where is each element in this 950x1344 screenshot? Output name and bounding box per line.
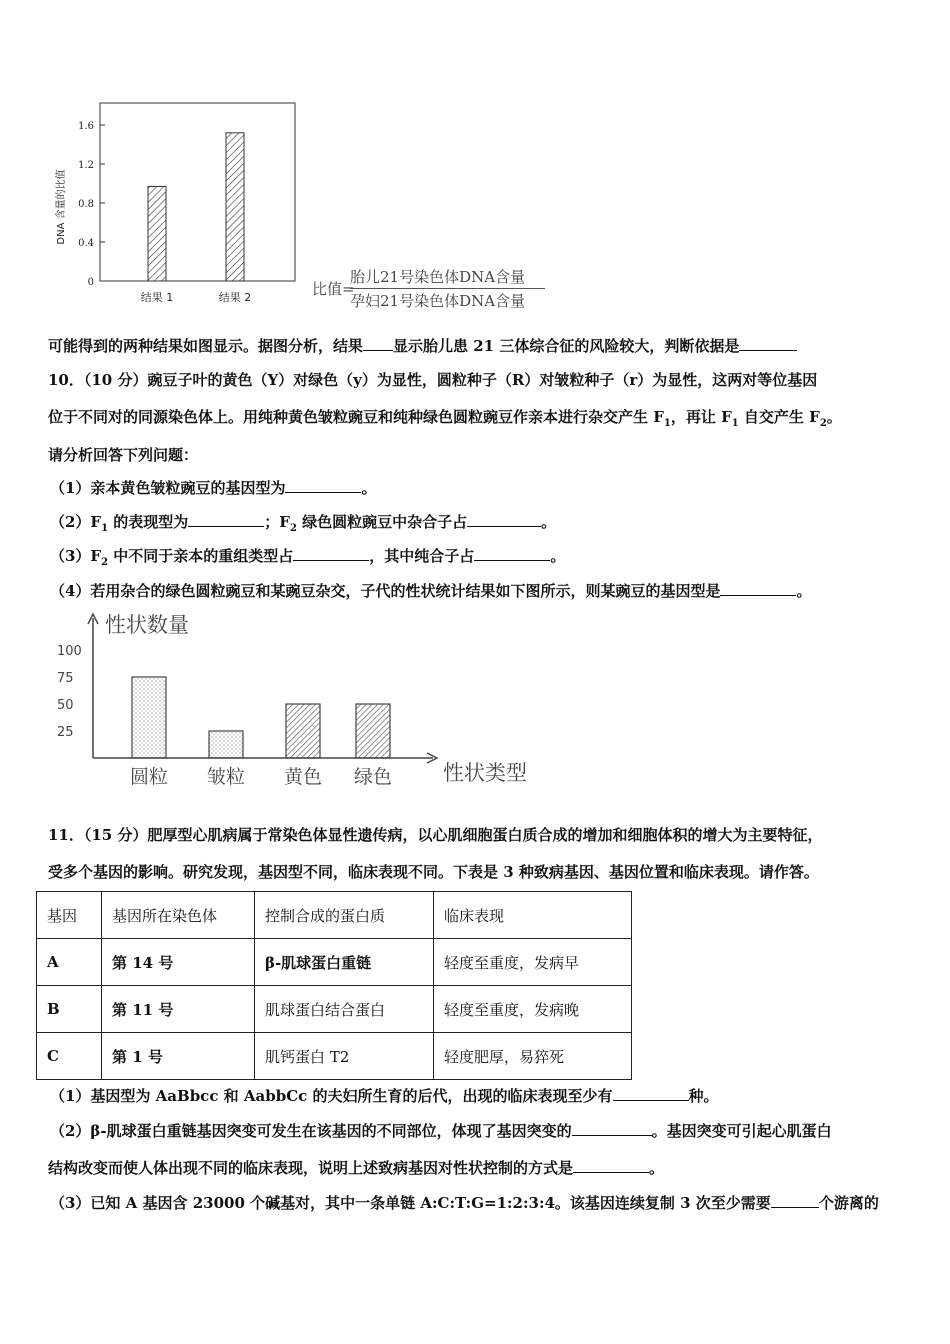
q10-line-2-text-b: ，再让 F bbox=[670, 408, 732, 426]
table-header-cell: 基因 bbox=[37, 892, 102, 939]
answer-blank[interactable] bbox=[739, 336, 797, 351]
chart1-frame bbox=[100, 103, 295, 281]
q10-line-2-text-c: 自交产生 F bbox=[738, 408, 820, 426]
chart2-bar bbox=[209, 731, 243, 758]
q11-part-2-cont bbox=[48, 1158, 664, 1178]
q11-line-2-text: 受多个基因的影响。研究发现，基因型不同，临床表现不同。下表是 3 种致病基因、基因位置和临床表现。请作答。 bbox=[48, 863, 819, 881]
answer-blank[interactable] bbox=[467, 512, 541, 527]
ratio-formula bbox=[312, 266, 552, 310]
subscript: 1 bbox=[663, 418, 671, 429]
q11-part-2-text-b: 。基因突变可引起心肌蛋白 bbox=[651, 1122, 832, 1140]
q11-part-2 bbox=[50, 1121, 832, 1141]
chart2-x-tick-label: 绿色 bbox=[353, 766, 393, 788]
q11-part-1-text: （1）基因型为 AaBbcc 和 AabbCc 的夫妇所生育的后代，出现的临床表现至少有 bbox=[50, 1087, 613, 1105]
answer-blank[interactable] bbox=[573, 1158, 649, 1173]
answer-blank[interactable] bbox=[188, 512, 264, 527]
table-cell: 轻度至重度，发病晚 bbox=[434, 986, 632, 1033]
table-cell: C bbox=[37, 1033, 102, 1080]
formula-numerator: 胎儿21号染色体DNA含量 bbox=[350, 268, 526, 286]
table-header-cell: 临床表现 bbox=[434, 892, 632, 939]
q10-part-2-text-c: ；F bbox=[264, 513, 290, 531]
chart2-y-axis-label: 性状数量 bbox=[105, 613, 189, 637]
q11-part-2-text-c: 结构改变而使人体出现不同的临床表现，说明上述致病基因对性状控制的方式是 bbox=[48, 1159, 574, 1177]
subscript: 1 bbox=[731, 418, 739, 429]
q11-part-3 bbox=[50, 1193, 879, 1213]
answer-blank[interactable] bbox=[293, 546, 369, 561]
chart2-y-tick-label: 100 bbox=[57, 644, 82, 659]
q11-part-2-text: （2）β-肌球蛋白重链基因突变可发生在该基因的不同部位，体现了基因突变的 bbox=[50, 1122, 572, 1140]
chart2-y-tick-label: 75 bbox=[57, 671, 74, 686]
q10-prompt-text: 请分析回答下列问题： bbox=[48, 446, 199, 464]
chart1-x-tick-label: 结果 2 bbox=[218, 291, 252, 304]
q10-part-3-text: （3）F bbox=[50, 547, 102, 565]
chart1-y-axis-label: DNA 含量的比值 bbox=[56, 169, 67, 245]
q10-part-2-text: （2）F bbox=[50, 513, 102, 531]
chart2-y-tick-label: 50 bbox=[57, 698, 74, 713]
q11-part-2-end: 。 bbox=[649, 1159, 665, 1177]
dna-ratio-bar-chart bbox=[50, 95, 300, 310]
q10-part-2-text-b: 的表现型为 bbox=[108, 513, 189, 531]
chart1-y-tick-label: 0 bbox=[87, 277, 94, 288]
q10-line-2-text-d: 。 bbox=[826, 408, 842, 426]
q10-part-4-text: （4）若用杂合的绿色圆粒豌豆和某豌豆杂交，子代的性状统计结果如下图所示，则某豌豆的基因型是 bbox=[50, 582, 721, 600]
chart2-y-tick-label: 25 bbox=[57, 725, 74, 740]
subscript: 2 bbox=[819, 418, 827, 429]
trait-count-bar-chart bbox=[55, 608, 555, 798]
chart2-x-tick-label: 皱粒 bbox=[206, 766, 246, 788]
table-header-cell: 控制合成的蛋白质 bbox=[255, 892, 434, 939]
chart1-bar bbox=[226, 133, 244, 281]
gene-table bbox=[36, 891, 632, 1080]
chart2-x-tick-label: 圆粒 bbox=[129, 766, 169, 788]
chart1-y-tick-label: 1.2 bbox=[78, 160, 94, 171]
chart2-x-axis-label: 性状类型 bbox=[443, 761, 527, 785]
table-cell: A bbox=[37, 939, 102, 986]
answer-blank[interactable] bbox=[363, 336, 393, 351]
table-cell: 第 11 号 bbox=[102, 986, 255, 1033]
q10-heading-text: 10．（10 分）豌豆子叶的黄色（Y）对绿色（y）为显性，圆粒种子（R）对皱粒种子（r）为显性，这两对等位基因 bbox=[48, 371, 818, 389]
q10-line-2 bbox=[48, 407, 842, 434]
table-header-row bbox=[37, 892, 632, 939]
subscript: 2 bbox=[289, 523, 297, 534]
q10-part-2-text-d: 绿色圆粒豌豆中杂合子占 bbox=[296, 513, 468, 531]
q10-part-1-text: （1）亲本黄色皱粒豌豆的基因型为 bbox=[50, 479, 286, 497]
q10-part-1 bbox=[50, 478, 376, 498]
table-cell: 第 14 号 bbox=[102, 939, 255, 986]
chart2-bar bbox=[132, 677, 166, 758]
table-header-cell: 基因所在染色体 bbox=[102, 892, 255, 939]
chart1-bar bbox=[148, 186, 166, 281]
chart2-bar bbox=[356, 704, 390, 758]
chart1-y-tick-label: 0.8 bbox=[78, 199, 94, 210]
q10-line-2-text: 位于不同对的同源染色体上。用纯种黄色皱粒豌豆和纯种绿色圆粒豌豆作亲本进行杂交产生 F bbox=[48, 408, 664, 426]
answer-blank[interactable] bbox=[474, 546, 550, 561]
table-row bbox=[37, 1033, 632, 1080]
q10-part-2-end: 。 bbox=[541, 513, 557, 531]
q10-part-1-end: 。 bbox=[361, 479, 377, 497]
q10-part-3-text-b: 中不同于亲本的重组类型占 bbox=[108, 547, 294, 565]
q11-heading bbox=[48, 825, 822, 845]
q10-part-4-end: 。 bbox=[796, 582, 812, 600]
q10-part-4 bbox=[50, 581, 811, 601]
chart1-x-tick-label: 结果 1 bbox=[140, 291, 174, 304]
answer-blank[interactable] bbox=[572, 1121, 652, 1136]
q10-prompt bbox=[48, 445, 198, 465]
q11-heading-text: 11．（15 分）肥厚型心肌病属于常染色体显性遗传病，以心肌细胞蛋白质合成的增加和细胞体积的增大为主要特征， bbox=[48, 826, 823, 844]
answer-blank[interactable] bbox=[285, 478, 361, 493]
result-question-line bbox=[48, 336, 797, 356]
q11-part-3-text: （3）已知 A 基因含 23000 个碱基对，其中一条单链 A:C:T:G=1:2:3:4。该基因连续复制 3 次至少需要 bbox=[50, 1194, 771, 1212]
chart2-x-tick-label: 黄色 bbox=[283, 766, 323, 788]
table-cell: 肌球蛋白结合蛋白 bbox=[255, 986, 434, 1033]
q11-part-3-text-b: 个游离的 bbox=[818, 1194, 879, 1212]
table-cell: 肌钙蛋白 T2 bbox=[255, 1033, 434, 1080]
answer-blank[interactable] bbox=[720, 581, 796, 596]
table-cell: B bbox=[37, 986, 102, 1033]
table-cell: 轻度肥厚，易猝死 bbox=[434, 1033, 632, 1080]
result-question-text: 可能得到的两种结果如图显示。据图分析，结果 bbox=[48, 337, 364, 355]
q10-part-3 bbox=[50, 546, 565, 573]
subscript: 2 bbox=[101, 557, 109, 568]
formula-fraction-bar bbox=[350, 288, 545, 289]
q10-part-2 bbox=[50, 512, 556, 539]
answer-blank[interactable] bbox=[613, 1086, 689, 1101]
q10-part-3-text-c: ，其中纯合子占 bbox=[369, 547, 475, 565]
q10-heading bbox=[48, 370, 817, 390]
formula-denominator: 孕妇21号染色体DNA含量 bbox=[350, 292, 526, 310]
table-cell: β-肌球蛋白重链 bbox=[255, 939, 434, 986]
table-row bbox=[37, 986, 632, 1033]
chart2-bar bbox=[286, 704, 320, 758]
q10-part-3-end: 。 bbox=[550, 547, 566, 565]
q11-part-1 bbox=[50, 1086, 719, 1106]
q11-line-2 bbox=[48, 862, 819, 882]
q11-part-1-end: 种。 bbox=[688, 1087, 719, 1105]
table-row bbox=[37, 939, 632, 986]
chart1-y-tick-label: 0.4 bbox=[78, 238, 94, 249]
formula-prefix: 比值= bbox=[312, 280, 355, 298]
result-question-text-2: 显示胎儿患 21 三体综合征的风险较大，判断依据是 bbox=[393, 337, 740, 355]
answer-blank[interactable] bbox=[771, 1193, 819, 1208]
chart1-y-tick-label: 1.6 bbox=[78, 121, 94, 132]
table-cell: 第 1 号 bbox=[102, 1033, 255, 1080]
subscript: 1 bbox=[101, 523, 109, 534]
table-cell: 轻度至重度，发病早 bbox=[434, 939, 632, 986]
